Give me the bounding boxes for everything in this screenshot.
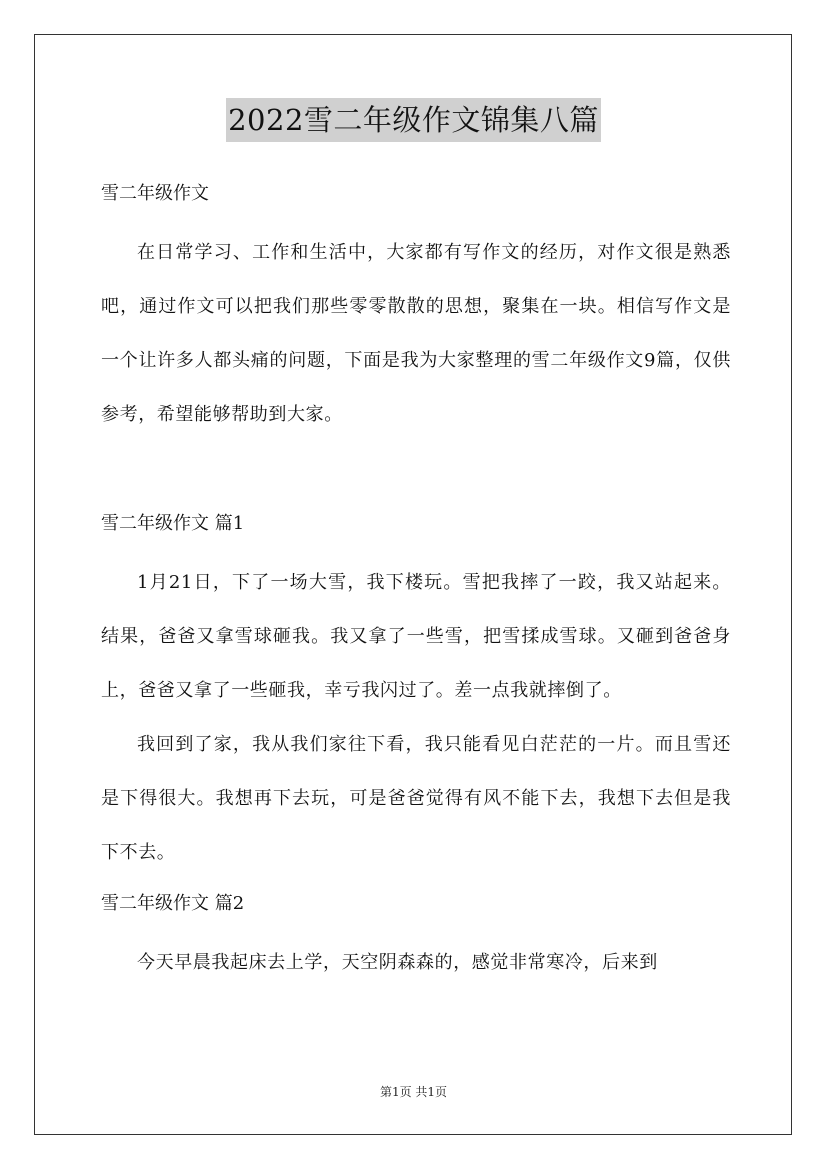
section-spacer: [101, 442, 731, 500]
paragraph: 今天早晨我起床去上学，天空阴森森的，感觉非常寒冷，后来到: [137, 952, 658, 973]
paragraph: 我回到了家，我从我们家往下看，我只能看见白茫茫的一片。而且雪还是下得很大。我想再下去玩，可是爸爸觉得有风不能下去，我想下去但是我下不去。: [101, 734, 731, 863]
title-container: [0, 98, 827, 142]
document-title: 2022雪二年级作文锦集八篇: [226, 98, 601, 142]
section-heading: 雪二年级作文 篇2: [101, 893, 245, 914]
page-footer: 第1页 共1页: [379, 1085, 448, 1099]
paragraph: 1月21日，下了一场大雪，我下楼玩。雪把我摔了一跤，我又站起来。结果，爸爸又拿雪球砸我。我又拿了一些雪，把雪揉成雪球。又砸到爸爸身上，爸爸又拿了一些砸我，幸亏我闪过了。差一点我就摔倒了。: [101, 572, 731, 701]
section-heading: 雪二年级作文 篇1: [101, 513, 245, 534]
paragraph: 在日常学习、工作和生活中，大家都有写作文的经历，对作文很是熟悉吧，通过作文可以把我们那些零零散散的思想，聚集在一块。相信写作文是一个让许多人都头痛的问题，下面是我为大家整理的雪二年级作文9篇，仅供参考，希望能够帮助到大家。: [101, 242, 731, 425]
section-heading: 雪二年级作文: [101, 183, 209, 204]
document-body: [101, 170, 731, 990]
